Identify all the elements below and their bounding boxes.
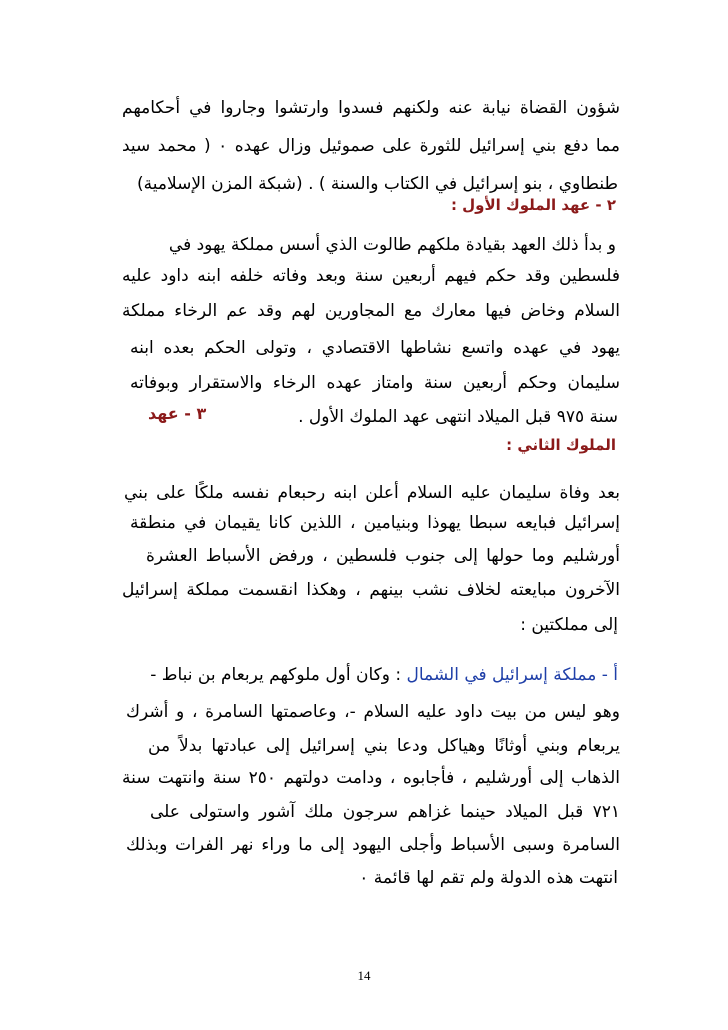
heading-first-kings-era: ٢ - عهد الملوك الأول :: [450, 196, 616, 214]
paragraph2-line-3: السلام وخاض فيها معارك مع المجاورين لهم وقد عم الرخاء مملكة: [122, 301, 620, 321]
paragraph2-line-5: سليمان وحكم أربعين سنة وامتاز عهده الرخاء والاستقرار وبوفاته: [130, 373, 620, 393]
paragraph3-line-1: بعد وفاة سليمان عليه السلام أعلن ابنه رحبعام نفسه ملكًا على بني: [124, 483, 620, 503]
paragraph4-line-2: يربعام وبني أوثانًا وهياكل ودعا بني إسرائيل إلى عبادتها بدلاً من: [148, 736, 620, 756]
paragraph1-line-1: شؤون القضاة نيابة عنه ولكنهم فسدوا وارتشوا وجاروا في أحكامهم: [122, 98, 620, 118]
paragraph3-last-line: إلى مملكتين :: [520, 615, 618, 635]
heading-second-kings-era-part2: الملوك الثاني :: [506, 436, 616, 454]
paragraph4-line-3: الذهاب إلى أورشليم ، فأجابوه ، ودامت دولتهم ٢٥٠ سنة وانتهت سنة: [122, 768, 620, 788]
paragraph2-line-4: يهود في عهده واتسع نشاطها الاقتصادي ، وتولى الحكم بعده ابنه: [130, 338, 620, 358]
paragraph4-line-5: السامرة وسبى الأسباط وأجلى اليهود إلى ما وراء نهر الفرات وبذلك: [126, 835, 620, 855]
section-a-text: : وكان أول ملوكهم يربعام بن نباط -: [150, 665, 407, 685]
paragraph3-line-4: الآخرون مبايعته لخلاف نشب بينهم ، وهكذا انقسمت مملكة إسرائيل: [122, 580, 620, 600]
paragraph2-line-1: و بدأ ذلك العهد بقيادة ملكهم طالوت الذي أسس مملكة يهود في: [168, 235, 616, 255]
paragraph3-line-3: أورشليم وما حولها إلى جنوب فلسطين ، ورفض الأسباط العشرة: [146, 546, 620, 566]
paragraph1-line-2: مما دفع بني إسرائيل للثورة على صموئيل وزال عهده ٠ ( محمد سيد: [122, 136, 620, 156]
paragraph4-line-4: ٧٢١ قبل الميلاد حينما غزاهم سرجون ملك آشور واستولى على: [150, 802, 620, 822]
section-a-label: أ - مملكة إسرائيل في الشمال: [406, 665, 618, 685]
page-number: 14: [357, 968, 371, 983]
paragraph4-last-line: انتهت هذه الدولة ولم تقم لها قائمة ٠: [359, 868, 618, 888]
paragraph2-last-line: سنة ٩٧٥ قبل الميلاد انتهى عهد الملوك الأول .: [298, 407, 618, 427]
paragraph1-line-3: طنطاوي ، بنو إسرائيل في الكتاب والسنة ) . (شبكة المزن الإسلامية): [136, 174, 618, 194]
paragraph4-line-1: وهو ليس من بيت داود عليه السلام -، وعاصمتها السامرة ، و أشرك: [126, 702, 620, 722]
paragraph2-line-2: فلسطين وقد حكم فيهم أربعين سنة وبعد وفاته خلفه ابنه داود عليه: [122, 266, 620, 286]
paragraph3-line-2: إسرائيل فبايعه سبطا يهوذا وبنيامين ، اللذين كانا يقيمان في منطقة: [130, 513, 620, 533]
heading-second-kings-era-part1: ٣ - عهد: [148, 404, 207, 423]
section-a-line: [122, 663, 618, 687]
